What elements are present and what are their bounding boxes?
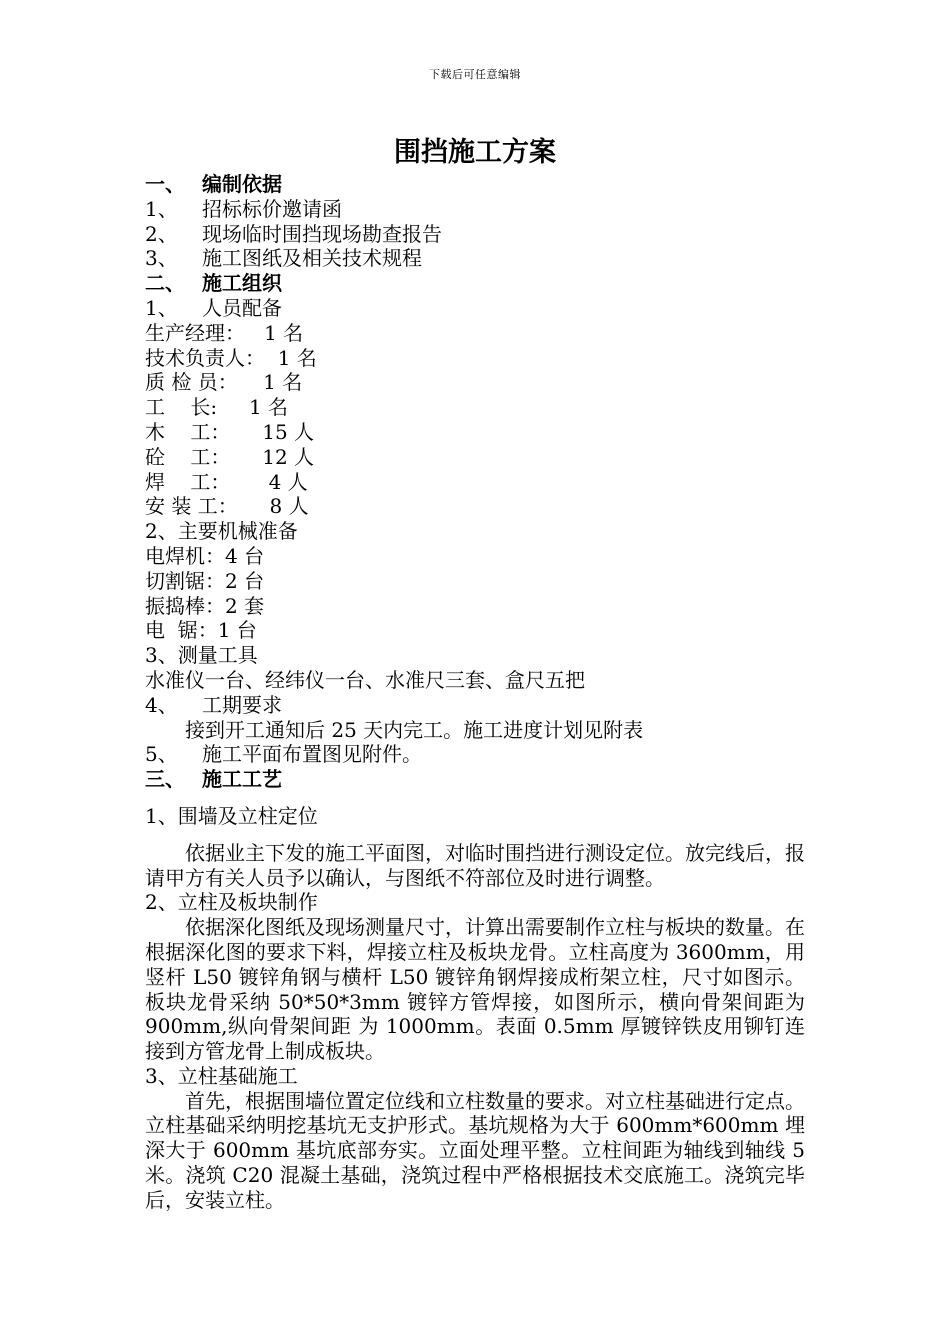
staff-line: 安 装 工： 8 人 (145, 494, 309, 519)
staff-line: 质 检 员： 1 名 (145, 370, 303, 395)
machine-line: 电焊机：4 台 (145, 543, 265, 568)
staff-line: 工 长: 1 名 (145, 395, 289, 420)
list-item: 2、 现场临时围挡现场勘查报告 (145, 221, 442, 246)
list-item: 3、 施工图纸及相关技术规程 (145, 246, 422, 271)
section-heading-2: 二、 施工组织 (145, 271, 282, 296)
subheading-positioning: 1、围墙及立柱定位 (145, 803, 318, 828)
machine-line: 振捣棒：2 套 (145, 593, 265, 618)
spacer (145, 792, 805, 804)
tools-line: 水准仪一台、经纬仪一台、水准尺三套、盒尺五把 (145, 667, 585, 692)
list-item: 1、 招标标价邀请函 (145, 196, 342, 221)
section-heading-3: 三、 施工工艺 (145, 767, 282, 792)
subheading-tools: 3、测量工具 (145, 643, 258, 668)
paragraph-foundation: 首先，根据围墙位置定位线和立柱数量的要求。对立柱基础进行定点。立柱基础采纳明挖基坑无支护形式。基坑规格为大于 600mm*600mm 埋深大于 600mm 基坑底部夯实。立面处理平整。立柱间距为轴线到轴线 5 米。浇筑 C20 混凝土基础，浇筑过程中严格根据技术交底施工。浇筑完毕后，安装立柱。 (145, 1088, 805, 1212)
page-header: 下载后可任意编辑 (429, 68, 521, 81)
machine-line: 切割锯：2 台 (145, 568, 265, 593)
section-heading-1: 一、 编制依据 (145, 172, 282, 196)
spacer (145, 829, 805, 841)
subheading-fabrication: 2、立柱及板块制作 (145, 890, 318, 915)
staff-line: 生产经理： 1 名 (145, 320, 304, 345)
subheading-staff: 1、 人员配备 (145, 295, 282, 320)
paragraph-positioning: 依据业主下发的施工平面图，对临时围挡进行测设定位。放完线后，报请甲方有关人员予以确认，与图纸不符部位及时进行调整。 (145, 840, 805, 890)
schedule-line: 接到开工通知后 25 天内完工。施工进度计划见附表 (185, 717, 644, 742)
staff-line: 木 工： 15 人 (145, 419, 315, 444)
staff-line: 砼 工： 12 人 (145, 444, 315, 469)
subheading-foundation: 3、立柱基础施工 (145, 1063, 298, 1088)
staff-line: 技术负责人： 1 名 (145, 345, 317, 370)
machine-line: 电 锯：1 台 (145, 618, 257, 643)
staff-line: 焊 工： 4 人 (145, 469, 308, 494)
document-body (145, 172, 805, 1213)
paragraph-fabrication: 依据深化图纸及现场测量尺寸，计算出需要制作立柱与板块的数量。在根据深化图的要求下料，焊接立柱及板块龙骨。立柱高度为 3600mm，用竖杆 L50 镀锌角钢与横杆 L50 镀锌角钢焊接成桁架立柱，尺寸如图示。板块龙骨采纳 50*50*3mm 镀锌方管焊接，如图所示，横向骨架间距为 900mm,纵向骨架间距 为 1000mm。表面 0.5mm 厚镀锌铁皮用铆钉连接到方管龙骨上制成板块。 (145, 915, 805, 1064)
document-title: 围挡施工方案 (394, 137, 556, 168)
subheading-schedule: 4、 工期要求 (145, 692, 282, 717)
subheading-layout: 5、 施工平面布置图见附件。 (145, 742, 422, 767)
subheading-machines: 2、主要机械准备 (145, 519, 298, 544)
